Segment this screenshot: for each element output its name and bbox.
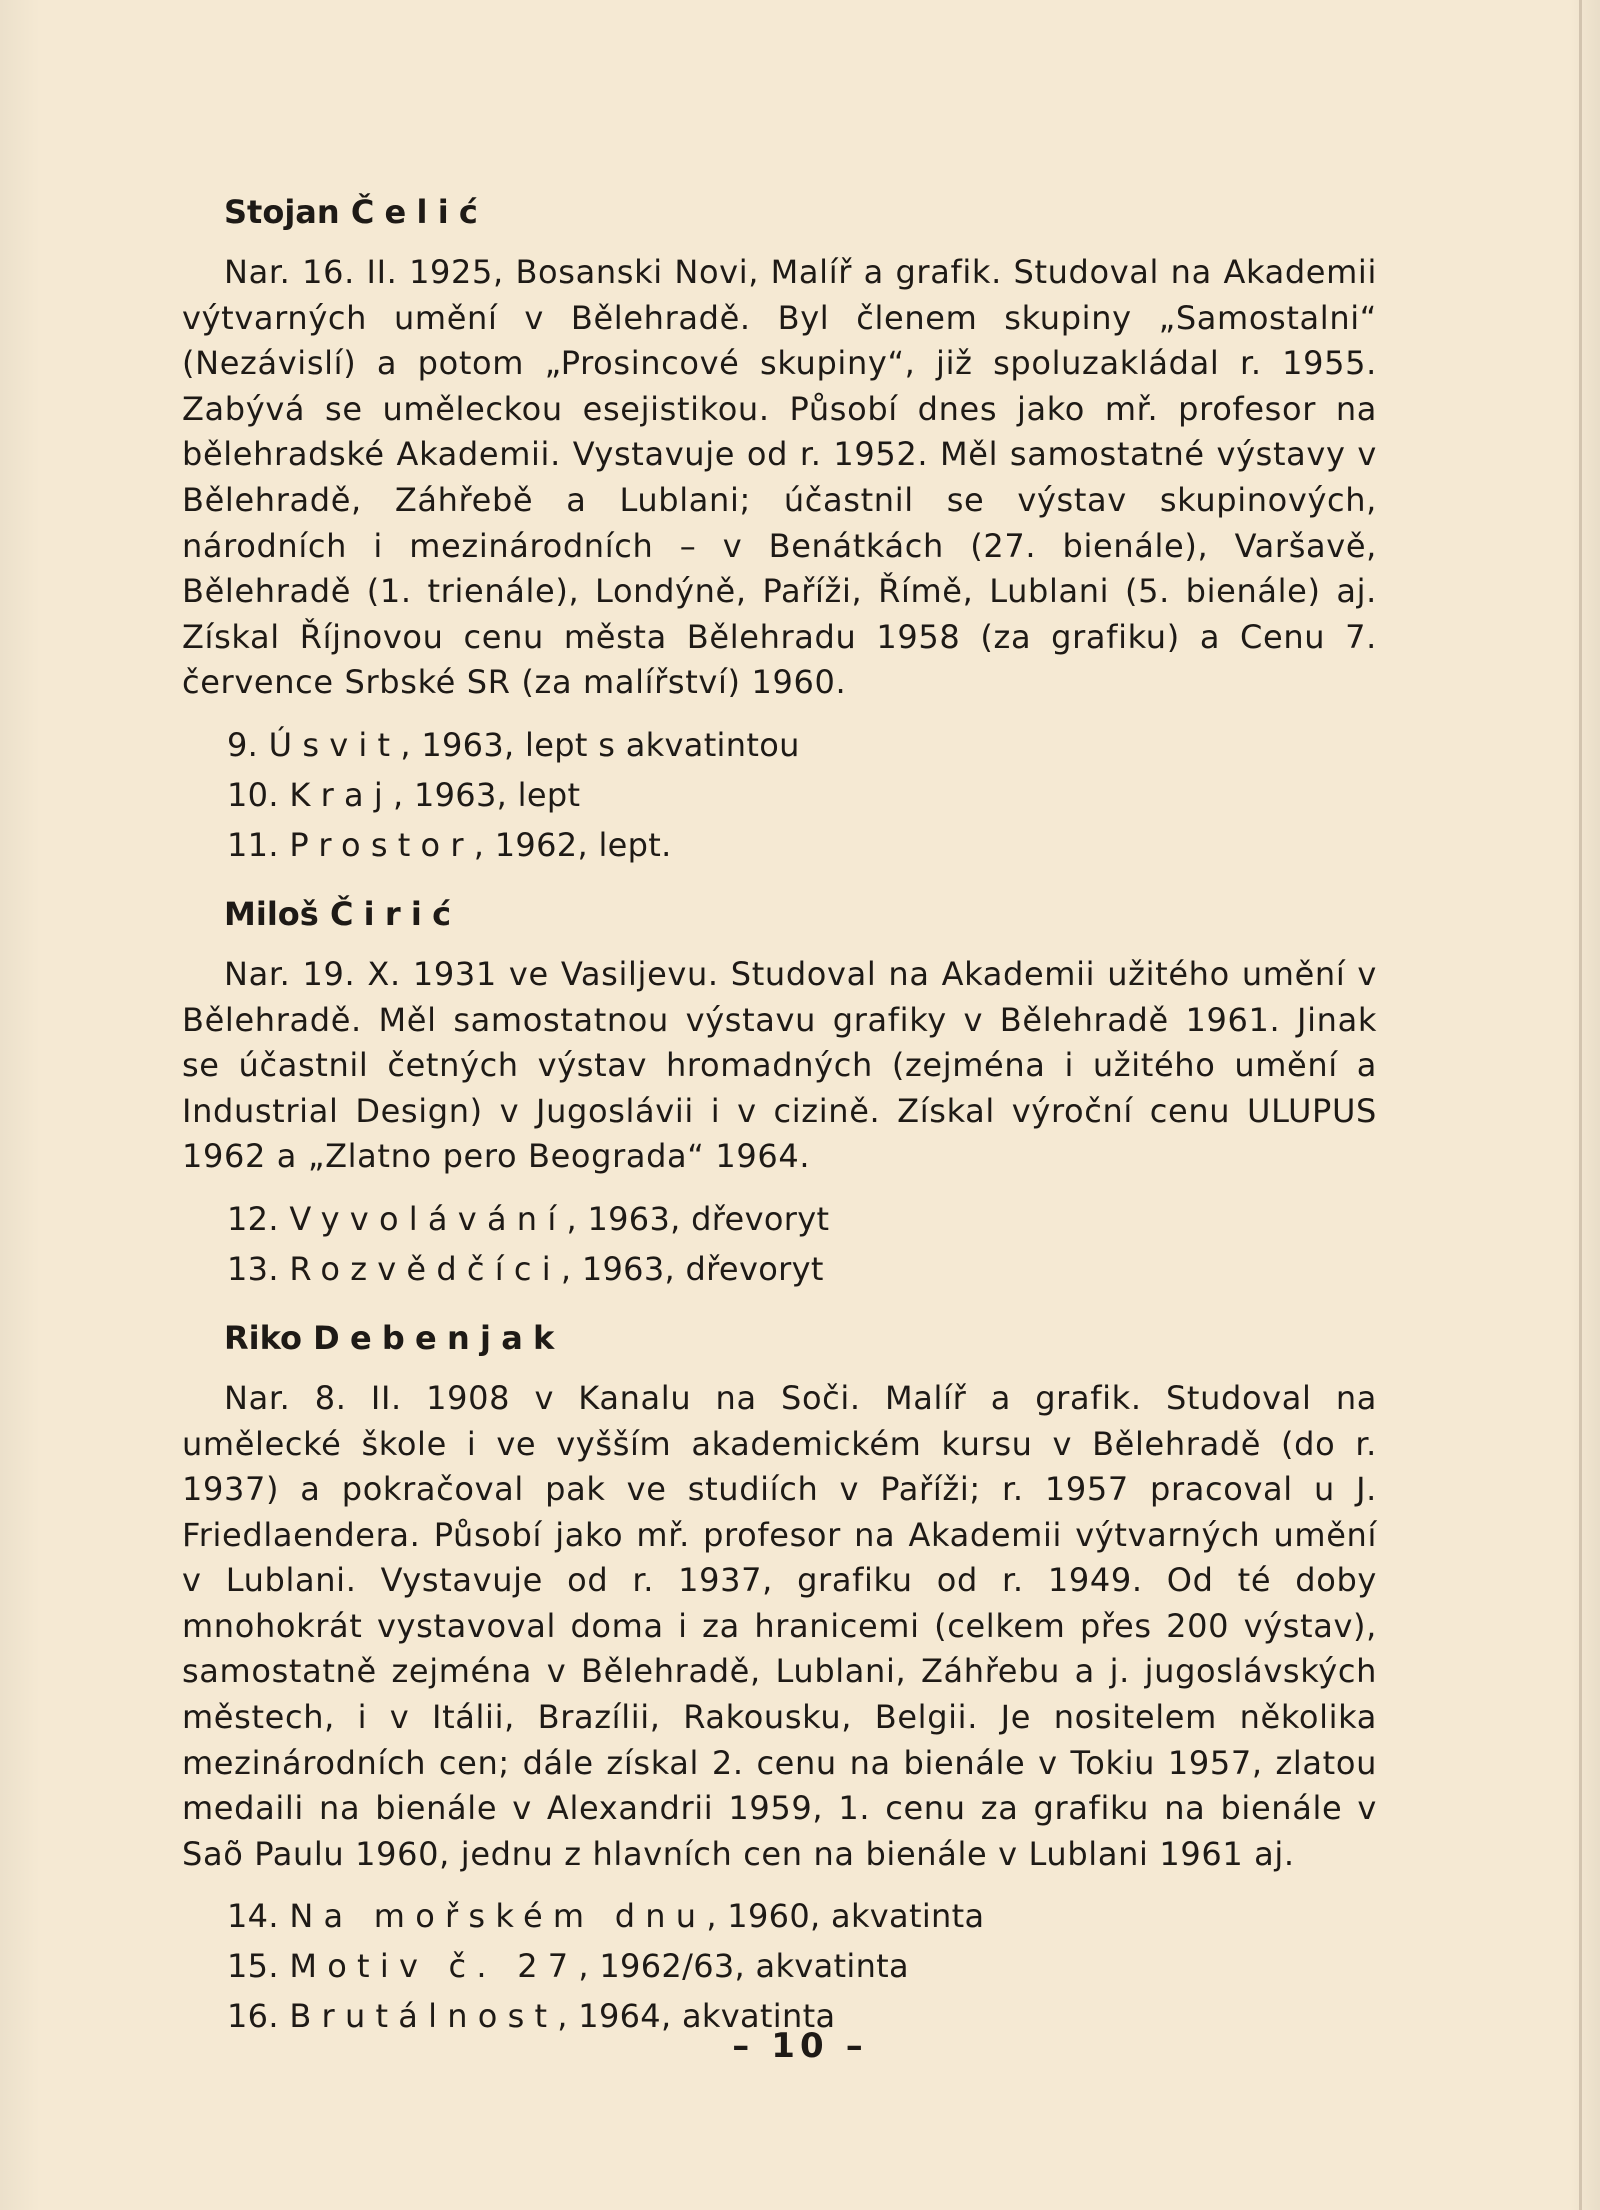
artist-first-name: Miloš — [224, 894, 319, 933]
artist-name — [224, 190, 1377, 234]
artist-name — [224, 892, 1377, 936]
works-list — [182, 1194, 1377, 1294]
work-item — [182, 1244, 1377, 1294]
artist-bio: Nar. 19. X. 1931 ve Vasiljevu. Studoval na Akademii užitého umění v Bělehradě. Měl samostatnou výstavu grafiky v Bělehradě 1961. Jinak se účastnil četných výstav hromadných (zejména i užitého umění a Industrial Design) v Jugoslávii i v cizině. Získal výroční cenu ULUPUS 1962 a „Zlatno pero Beograda“ 1964. — [182, 954, 1377, 1176]
work-item — [182, 1891, 1377, 1941]
work-title: Kraj — [289, 775, 393, 814]
work-title: Brutálnost — [289, 1997, 558, 2036]
work-number: 12. — [227, 1199, 279, 1238]
artist-name — [224, 1316, 1377, 1360]
work-details: , 1963, dřevoryt — [566, 1199, 830, 1238]
works-list — [182, 1891, 1377, 2041]
work-number: 11. — [227, 825, 279, 864]
work-title: Rozvědčíci — [289, 1249, 561, 1288]
page-number: – 10 – — [732, 2026, 868, 2066]
work-number: 15. — [227, 1947, 279, 1986]
works-list — [182, 720, 1377, 870]
work-details: , 1963, lept — [392, 775, 581, 814]
artist-last-name: Čelić — [350, 193, 489, 231]
work-title: Na mořském dnu — [289, 1897, 707, 1936]
work-number: 10. — [227, 775, 279, 814]
page-edge-shadow — [1579, 0, 1582, 2210]
work-item — [182, 820, 1377, 870]
work-item — [182, 1941, 1377, 1991]
artist-last-name: Debenjak — [313, 1318, 565, 1357]
work-details: , 1963, lept s akvatintou — [400, 725, 800, 764]
artist-first-name: Riko — [224, 1318, 303, 1357]
work-title: Úsvit — [268, 725, 401, 764]
work-number: 9. — [227, 725, 259, 764]
work-details: , 1962/63, akvatinta — [578, 1947, 909, 1986]
work-details: , 1960, akvatinta — [706, 1897, 985, 1936]
work-number: 14. — [227, 1897, 279, 1936]
work-item — [182, 720, 1377, 770]
artist-bio: Nar. 8. II. 1908 v Kanalu na Soči. Malíř a grafik. Studoval na umělecké škole i ve vyšším akademickém kursu v Bělehradě (do r. 1937) a pokračoval pak ve studiích v Paříži; r. 1957 pracoval u J. Friedlaendera. Působí jako mř. profesor na Akademii výtvarných umění v Lublani. Vystavuje od r. 1937, grafiku od r. 1949. Od té doby mnohokrát vystavoval doma i za hranicemi (celkem přes 200 výstav), samostatně zejména v Bělehradě, Lublani, Záhřebu a j. jugoslávských městech, i v Itálii, Brazílii, Rakousku, Belgii. Je nositelem několika mezinárodních cen; dále získal 2. cenu na bienále v Tokiu 1957, zlatou medaili na bienále v Alexandrii 1959, 1. cenu za grafiku na bienále v Saõ Paulu 1960, jednu z hlavních cen na bienále v Lublani 1961 aj. — [182, 1378, 1377, 1873]
work-title: Vyvolávání — [289, 1199, 567, 1238]
artist-last-name: Čirić — [329, 894, 462, 933]
work-item — [182, 1194, 1377, 1244]
artist-bio: Nar. 16. II. 1925, Bosanski Novi, Malíř a grafik. Studoval na Akademii výtvarných umění v Bělehradě. Byl členem skupiny „Samostalni“ (Nezávislí) a potom „Prosincové skupiny“, již spoluzakládal r. 1955. Zabývá se uměleckou esejistikou. Působí dnes jako mř. profesor na bělehradské Akademii. Vystavuje od r. 1952. Měl samostatné výstavy v Bělehradě, Záhřebě a Lublani; účastnil se výstav skupinových, národních i mezinárodních – v Benátkách (27. bienále), Varšavě, Bělehradě (1. trienále), Londýně, Paříži, Římě, Lublani (5. bienále) aj. Získal Říjnovou cenu města Bělehradu 1958 (za grafiku) a Cenu 7. července Srbské SR (za malířství) 1960. — [182, 253, 1377, 702]
work-details: , 1962, lept. — [473, 825, 672, 864]
work-number: 13. — [227, 1249, 279, 1288]
work-title: Motiv č. 27 — [289, 1947, 579, 1986]
work-number: 16. — [227, 1997, 279, 2036]
artist-entry-celic — [182, 190, 1377, 870]
work-details: , 1964, akvatinta — [557, 1997, 836, 2036]
work-details: , 1963, dřevoryt — [560, 1249, 824, 1288]
work-item — [182, 770, 1377, 820]
artist-entry-debenjak — [182, 1316, 1377, 2042]
artist-entry-ciric — [182, 892, 1377, 1294]
artist-first-name: Stojan — [224, 193, 340, 231]
work-title: Prostor — [289, 825, 474, 864]
page-content — [182, 190, 1377, 2063]
